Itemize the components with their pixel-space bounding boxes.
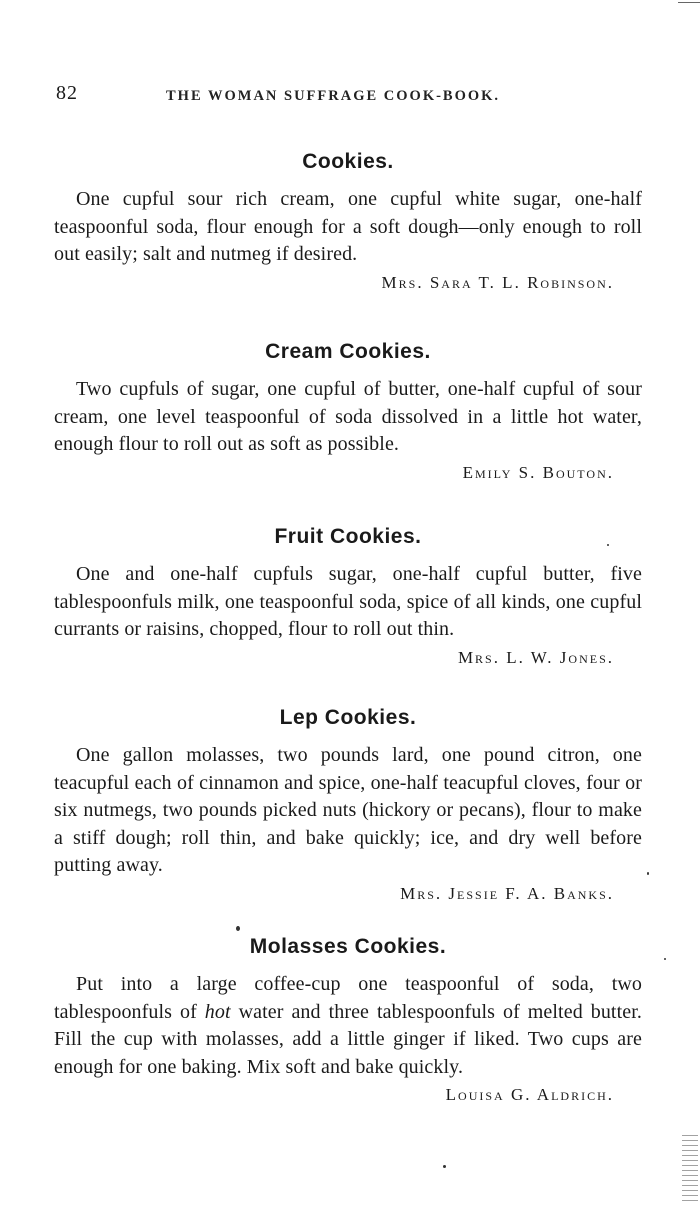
recipe-lep-cookies bbox=[54, 706, 642, 907]
recipe-attribution: Mrs. Sara T. L. Robinson. bbox=[381, 272, 614, 292]
recipe-body bbox=[54, 971, 642, 1104]
recipe-cream-cookies bbox=[54, 340, 642, 486]
print-speck bbox=[664, 958, 666, 960]
recipe-body-text-b: water and three tablespoonfuls of melted butter. Fill the cup with molasses, add a little ginger if liked. Two cups are enough for one baking. Mix soft and bake quickly. bbox=[54, 1000, 642, 1078]
recipe-attribution: Emily S. Bouton. bbox=[462, 462, 614, 482]
recipe-body-text: One and one-half cupfuls sugar, one-half cupful butter, five tablespoonfuls milk, one teaspoonful soda, spice of all kinds, one cupful currants or raisins, chopped, flour to roll out thin. bbox=[54, 563, 642, 640]
page-edge-scan-noise bbox=[682, 1135, 698, 1205]
recipe-attribution: Mrs. Jessie F. A. Banks. bbox=[400, 883, 614, 903]
print-speck bbox=[236, 926, 240, 931]
recipe-title: Cream Cookies. bbox=[265, 340, 431, 363]
recipe-body bbox=[54, 561, 642, 667]
running-head: THE WOMAN SUFFRAGE COOK-BOOK. bbox=[166, 88, 501, 104]
recipe-title-text: Molasses Cookies. bbox=[249, 935, 447, 958]
print-speck bbox=[607, 544, 609, 546]
recipe-body: One gallon molasses, two pounds lard, one pound citron, one teacupful each of cinnamon and spice, one-half teacupful cloves, four or six nutmegs, two pounds picked nuts (hickory or pecans), flour to make a stiff dough; roll thin, and bake quickly; ice, and dry well before putting away. bbox=[54, 744, 642, 876]
corner-mark bbox=[678, 2, 700, 9]
recipe-body: Two cupfuls of sugar, one cupful of butter, one-half cupful of sour cream, one level teaspoonful of soda dissolved in a little hot water, enough flour to roll out as soft as possible. bbox=[54, 378, 642, 455]
print-speck bbox=[647, 872, 649, 875]
recipe-fruit-cookies bbox=[54, 525, 642, 671]
recipe-body-italic: hot bbox=[204, 1000, 231, 1023]
recipe-body: One cupful sour rich cream, one cupful white sugar, one-half teaspoonful soda, flour enough for a soft dough—only enough to roll out easily; salt and nutmeg if desired. bbox=[54, 188, 642, 265]
recipe-title: Lep Cookies. bbox=[279, 706, 417, 729]
recipe-title bbox=[54, 935, 642, 959]
recipe-body-text-a: Put into a large coffee-cup one teaspoonful of soda, two tablespoonfuls of bbox=[54, 973, 642, 1023]
recipe-title: Cookies. bbox=[302, 150, 394, 173]
page-number: 82 bbox=[56, 82, 78, 104]
recipe-attribution: Mrs. L. W. Jones. bbox=[457, 647, 614, 667]
recipe-cookies bbox=[54, 150, 642, 296]
recipe-attribution: Louisa G. Aldrich. bbox=[445, 1085, 614, 1104]
recipe-title: Fruit Cookies. bbox=[274, 525, 422, 548]
recipe-molasses-cookies bbox=[54, 935, 642, 1109]
print-speck bbox=[443, 1165, 446, 1168]
